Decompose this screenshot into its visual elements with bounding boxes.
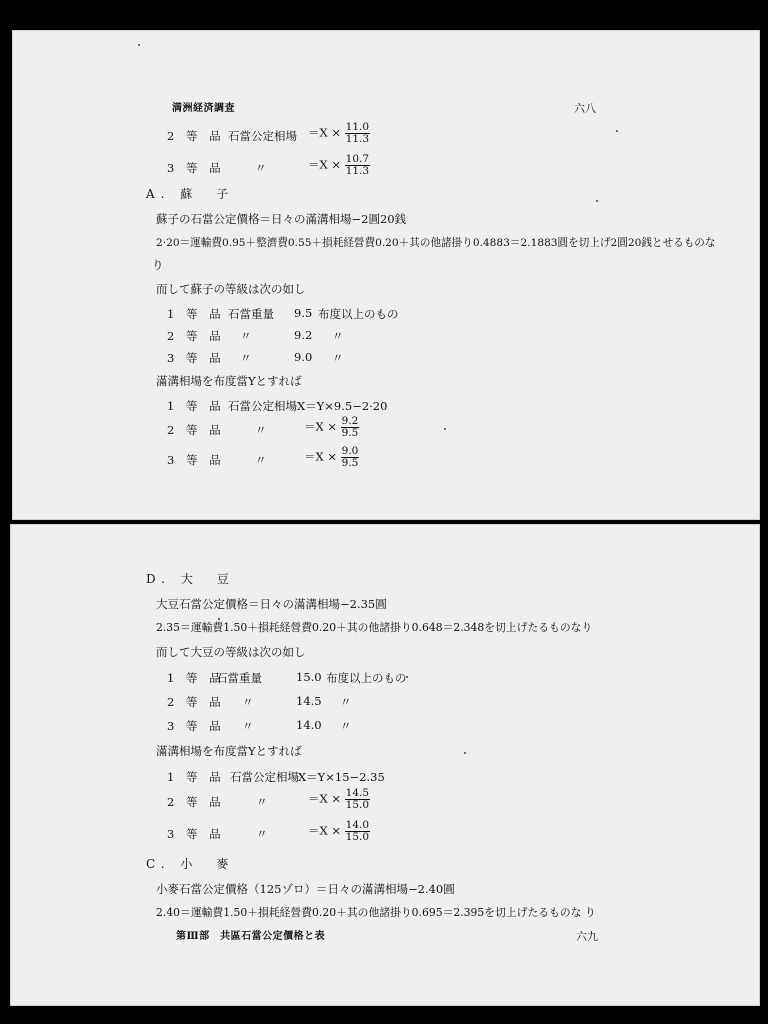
running-footer: 第Ⅲ部 共區石當公定價格と表 — [176, 931, 326, 942]
scan-speck — [616, 130, 618, 132]
fraction — [341, 416, 360, 439]
grade-value: 9.5 — [294, 306, 313, 320]
grade-label: 石當重量 — [228, 307, 274, 321]
page-number: 六九 — [576, 930, 598, 943]
grade-note: 〃 — [332, 329, 344, 343]
fraction-numerator: 9.2 — [341, 415, 359, 427]
formula-line-continued: り — [152, 258, 164, 272]
section-title: A. 蘇 子 — [146, 187, 235, 201]
grade-value: 15.0 — [296, 670, 322, 684]
scan-speck — [138, 44, 140, 46]
price-equation — [304, 416, 359, 439]
fraction — [345, 154, 370, 177]
price-label: 〃 — [255, 453, 267, 467]
price-equation: X＝Y×15−2.35 — [298, 770, 385, 784]
formula-line: 蘇子の石當公定價格＝日々の滿溝相場−2圓20銭 — [156, 212, 407, 226]
grade-rank: 1 等 品 — [167, 307, 225, 321]
grade-label: 〃 — [242, 719, 254, 733]
grade-rank: 3 等 品 — [167, 351, 225, 365]
price-intro: 滿溝相場を布度當Yとすれば — [156, 744, 302, 758]
equation-prefix: ＝X × — [304, 449, 337, 464]
equation-prefix: ＝X × — [308, 125, 341, 140]
grade-label: 〃 — [240, 351, 252, 365]
grade-note: 布度以上のもの — [318, 307, 399, 321]
price-rank: 1 等 品 — [167, 770, 225, 784]
price-label: 石當公定相場 — [228, 399, 297, 413]
fraction-denominator: 15.0 — [345, 799, 370, 811]
price-equation — [308, 820, 370, 843]
price-rank: 1 等 品 — [167, 399, 225, 413]
running-header: 満洲経済調査 — [172, 103, 235, 114]
fraction-denominator: 11.3 — [345, 165, 370, 177]
price-label: 石當公定相場 — [230, 770, 299, 784]
grade-value: 9.0 — [294, 350, 313, 364]
page-number: 六八 — [574, 102, 596, 115]
grade-rank: 2 等 品 — [167, 695, 225, 709]
fraction — [345, 788, 370, 811]
grade-rank: 2 等 品 — [167, 329, 225, 343]
price-equation — [304, 446, 359, 469]
price-rank: 3 等 品 — [167, 827, 225, 841]
grade-intro: 而して蘇子の等級は次の如し — [156, 282, 306, 296]
prev-row-label: 石當公定相場 — [228, 129, 297, 143]
fraction — [345, 122, 370, 145]
price-equation — [308, 788, 370, 811]
grade-label: 〃 — [242, 695, 254, 709]
formula-line: 2.40＝運輸費1.50＋損耗経營費0.20＋其の他諸掛り0.695＝2.395を切上げたるものな り — [156, 906, 596, 919]
fraction-numerator: 9.0 — [341, 445, 359, 457]
prev-row-label: 〃 — [255, 161, 267, 175]
grade-note: 〃 — [332, 351, 344, 365]
equation-prefix: ＝X × — [308, 157, 341, 172]
prev-row-rank: 2 等 品 — [167, 129, 225, 143]
fraction-numerator: 11.0 — [345, 121, 370, 133]
prev-row-equation — [308, 154, 370, 177]
formula-line: 大豆石當公定價格＝日々の滿溝相場−2.35圓 — [156, 597, 387, 611]
grade-rank: 3 等 品 — [167, 719, 225, 733]
price-equation: X＝Y×9.5−2·20 — [297, 399, 388, 413]
document-page-upper — [12, 30, 760, 520]
prev-row-equation — [308, 122, 370, 145]
grade-note: 〃 — [340, 719, 352, 733]
grade-value: 9.2 — [294, 328, 313, 342]
price-rank: 2 等 品 — [167, 423, 225, 437]
grade-note: 布度以上のもの — [326, 671, 407, 685]
fraction-numerator: 14.0 — [345, 819, 370, 831]
fraction — [341, 446, 360, 469]
price-intro: 滿溝相場を布度當Yとすれば — [156, 374, 302, 388]
grade-value: 14.5 — [296, 694, 322, 708]
fraction-denominator: 11.3 — [345, 133, 370, 145]
fraction-numerator: 14.5 — [345, 787, 370, 799]
scan-speck — [464, 752, 466, 754]
equation-prefix: ＝X × — [308, 823, 341, 838]
scan-speck — [406, 676, 408, 678]
equation-prefix: ＝X × — [304, 419, 337, 434]
formula-line: 小麥石當公定價格（125ゾロ）＝日々の滿溝相場−2.40圓 — [156, 882, 455, 896]
formula-line: 2.35＝運輸費1.50＋損耗経營費0.20＋其の他諸掛り0.648＝2.348を切上げたるものなり — [156, 621, 593, 634]
grade-label: 石當重量 — [216, 671, 262, 685]
fraction-numerator: 10.7 — [345, 153, 370, 165]
grade-value: 14.0 — [296, 718, 322, 732]
grade-rank: 1 等 品 — [167, 671, 225, 685]
scan-speck — [444, 428, 446, 430]
scan-speck — [596, 200, 598, 202]
grade-intro: 而して大豆の等級は次の如し — [156, 645, 306, 659]
scan-speck — [218, 618, 220, 620]
price-label: 〃 — [255, 423, 267, 437]
price-rank: 2 等 品 — [167, 795, 225, 809]
section-title: D. 大 豆 — [146, 572, 235, 586]
fraction-denominator: 9.5 — [341, 427, 359, 439]
formula-line: 2·20＝運輸費0.95＋整濟費0.55＋損耗経營費0.20＋其の他諸掛り0.4883＝2.1883圓を切上げ2圓20銭とせるものな — [156, 237, 716, 249]
price-label: 〃 — [256, 827, 268, 841]
fraction-denominator: 9.5 — [341, 457, 359, 469]
fraction-denominator: 15.0 — [345, 831, 370, 843]
grade-label: 〃 — [240, 329, 252, 343]
document-page-lower — [10, 524, 760, 1006]
equation-prefix: ＝X × — [308, 791, 341, 806]
section-title: C. 小 麥 — [146, 857, 235, 871]
grade-note: 〃 — [340, 695, 352, 709]
prev-row-rank: 3 等 品 — [167, 161, 225, 175]
fraction — [345, 820, 370, 843]
price-rank: 3 等 品 — [167, 453, 225, 467]
price-label: 〃 — [256, 795, 268, 809]
